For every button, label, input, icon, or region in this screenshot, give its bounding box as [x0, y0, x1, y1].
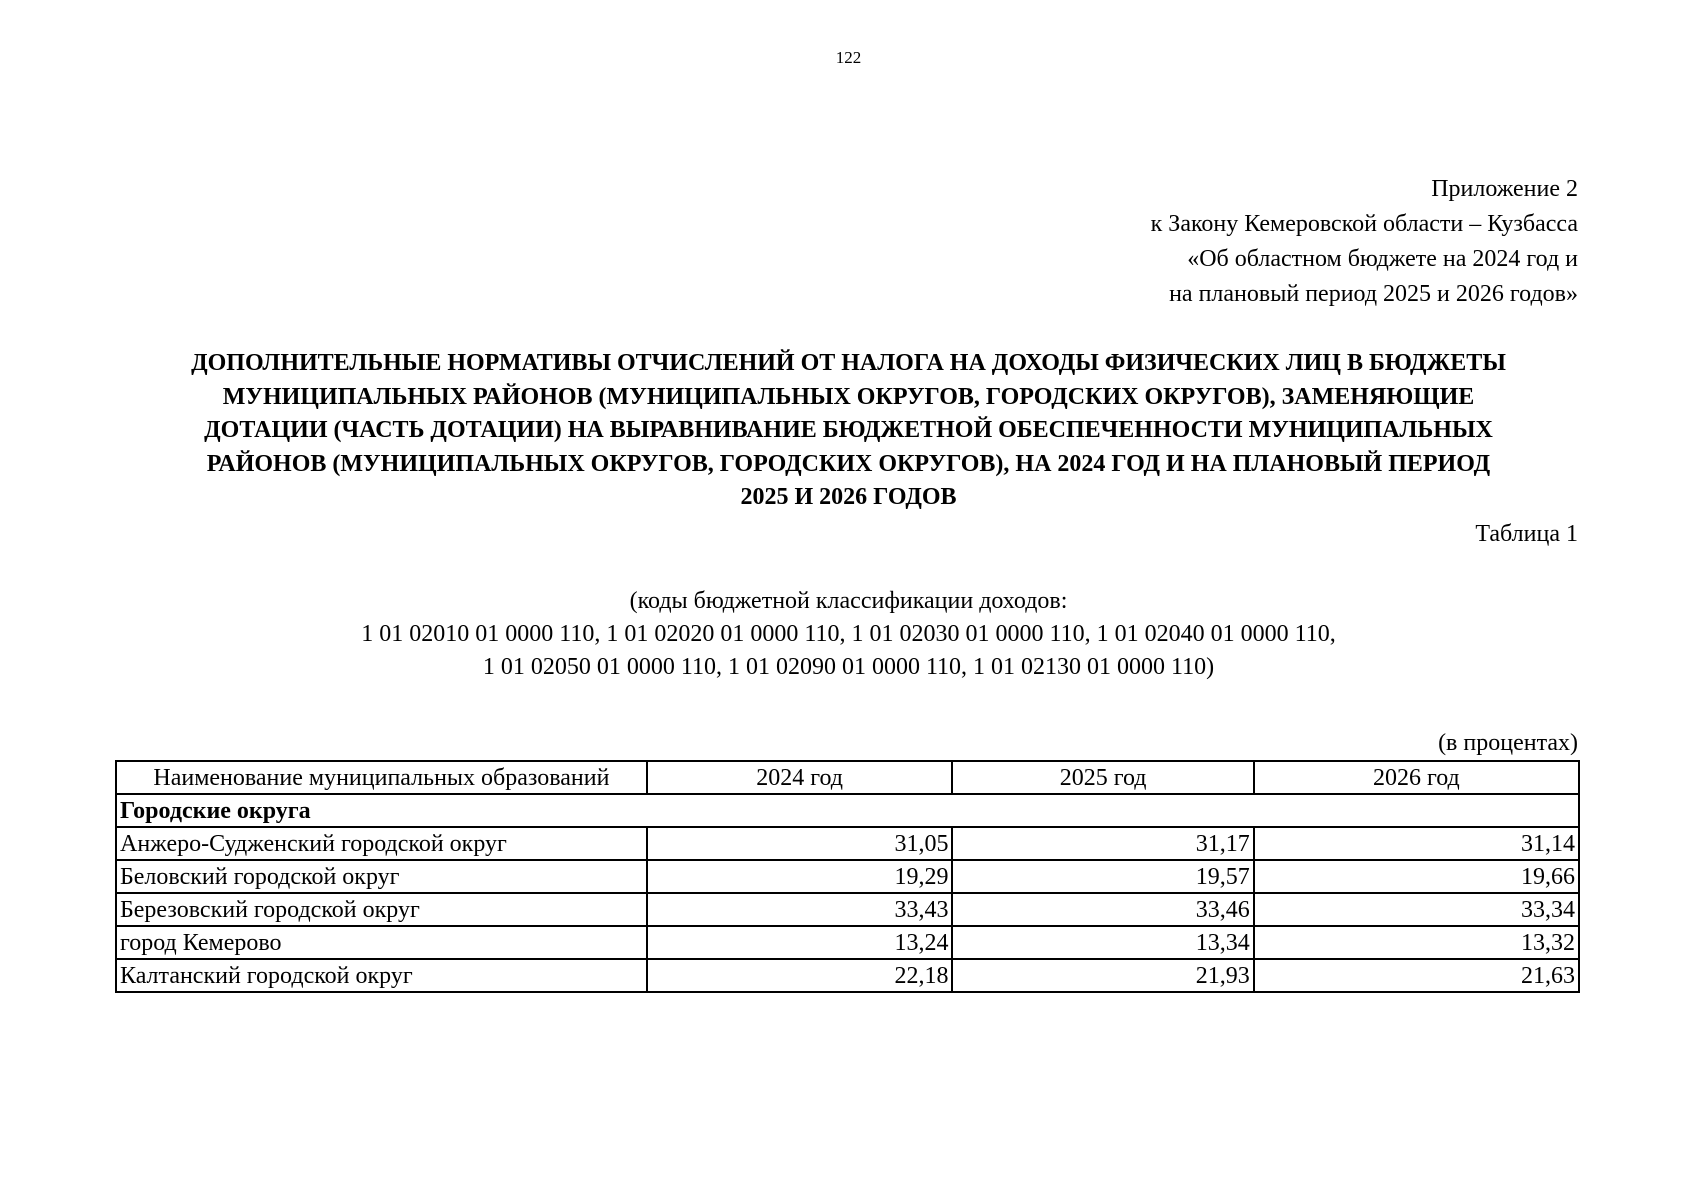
municipality-name: город Кемерово	[116, 926, 647, 959]
appendix-line: на плановый период 2025 и 2026 годов»	[1169, 281, 1578, 307]
value-2026: 13,32	[1254, 926, 1579, 959]
table-row	[116, 827, 1579, 860]
table-row	[116, 860, 1579, 893]
appendix-reference	[878, 172, 1578, 312]
document-title	[110, 347, 1587, 515]
value-2026: 19,66	[1254, 860, 1579, 893]
value-2024: 22,18	[647, 959, 953, 992]
table-header-row	[116, 761, 1579, 794]
table-row	[116, 959, 1579, 992]
table-label: Таблица 1	[1475, 521, 1578, 547]
municipality-name: Анжеро-Судженский городской округ	[116, 827, 647, 860]
table-row	[116, 893, 1579, 926]
header-2026: 2026 год	[1254, 761, 1579, 794]
value-2025: 31,17	[952, 827, 1253, 860]
title-line: ДОТАЦИИ (ЧАСТЬ ДОТАЦИИ) НА ВЫРАВНИВАНИЕ БЮДЖЕТНОЙ ОБЕСПЕЧЕННОСТИ МУНИЦИПАЛЬНЫХ	[204, 417, 1493, 443]
group-row	[116, 794, 1579, 827]
header-name: Наименование муниципальных образований	[116, 761, 647, 794]
value-2024: 31,05	[647, 827, 953, 860]
codes-line: 1 01 02050 01 0000 110, 1 01 02090 01 0000 110, 1 01 02130 01 0000 110)	[482, 654, 1215, 680]
value-2024: 19,29	[647, 860, 953, 893]
value-2024: 13,24	[647, 926, 953, 959]
value-2026: 33,34	[1254, 893, 1579, 926]
value-2026: 21,63	[1254, 959, 1579, 992]
appendix-line: к Закону Кемеровской области – Кузбасса	[1150, 211, 1578, 237]
codes-line: 1 01 02010 01 0000 110, 1 01 02020 01 0000 110, 1 01 02030 01 0000 110, 1 01 02040 01 0000 110,	[361, 621, 1336, 647]
appendix-line: «Об областном бюджете на 2024 год и	[1187, 246, 1578, 272]
normatives-table	[115, 760, 1580, 993]
title-line: 2025 И 2026 ГОДОВ	[740, 484, 957, 510]
municipality-name: Калтанский городской округ	[116, 959, 647, 992]
value-2025: 21,93	[952, 959, 1253, 992]
title-line: ДОПОЛНИТЕЛЬНЫЕ НОРМАТИВЫ ОТЧИСЛЕНИЙ ОТ НАЛОГА НА ДОХОДЫ ФИЗИЧЕСКИХ ЛИЦ В БЮДЖЕТЫ	[191, 350, 1506, 376]
municipality-name: Беловский городской округ	[116, 860, 647, 893]
title-line: РАЙОНОВ (МУНИЦИПАЛЬНЫХ ОКРУГОВ, ГОРОДСКИХ ОКРУГОВ), НА 2024 ГОД И НА ПЛАНОВЫЙ ПЕРИОД	[206, 450, 1491, 477]
municipality-name: Березовский городской округ	[116, 893, 647, 926]
value-2025: 19,57	[952, 860, 1253, 893]
group-label: Городские округа	[116, 794, 1579, 827]
budget-classification-codes	[110, 585, 1587, 684]
value-2025: 33,46	[952, 893, 1253, 926]
table-row	[116, 926, 1579, 959]
header-2025: 2025 год	[952, 761, 1253, 794]
value-2026: 31,14	[1254, 827, 1579, 860]
codes-line: (коды бюджетной классификации доходов:	[629, 588, 1068, 614]
value-2025: 13,34	[952, 926, 1253, 959]
value-2024: 33,43	[647, 893, 953, 926]
units-note: (в процентах)	[1438, 730, 1578, 756]
header-2024: 2024 год	[647, 761, 953, 794]
appendix-line: Приложение 2	[1431, 176, 1578, 202]
title-line: МУНИЦИПАЛЬНЫХ РАЙОНОВ (МУНИЦИПАЛЬНЫХ ОКРУГОВ, ГОРОДСКИХ ОКРУГОВ), ЗАМЕНЯЮЩИЕ	[222, 383, 1475, 410]
page-number: 122	[835, 48, 862, 67]
